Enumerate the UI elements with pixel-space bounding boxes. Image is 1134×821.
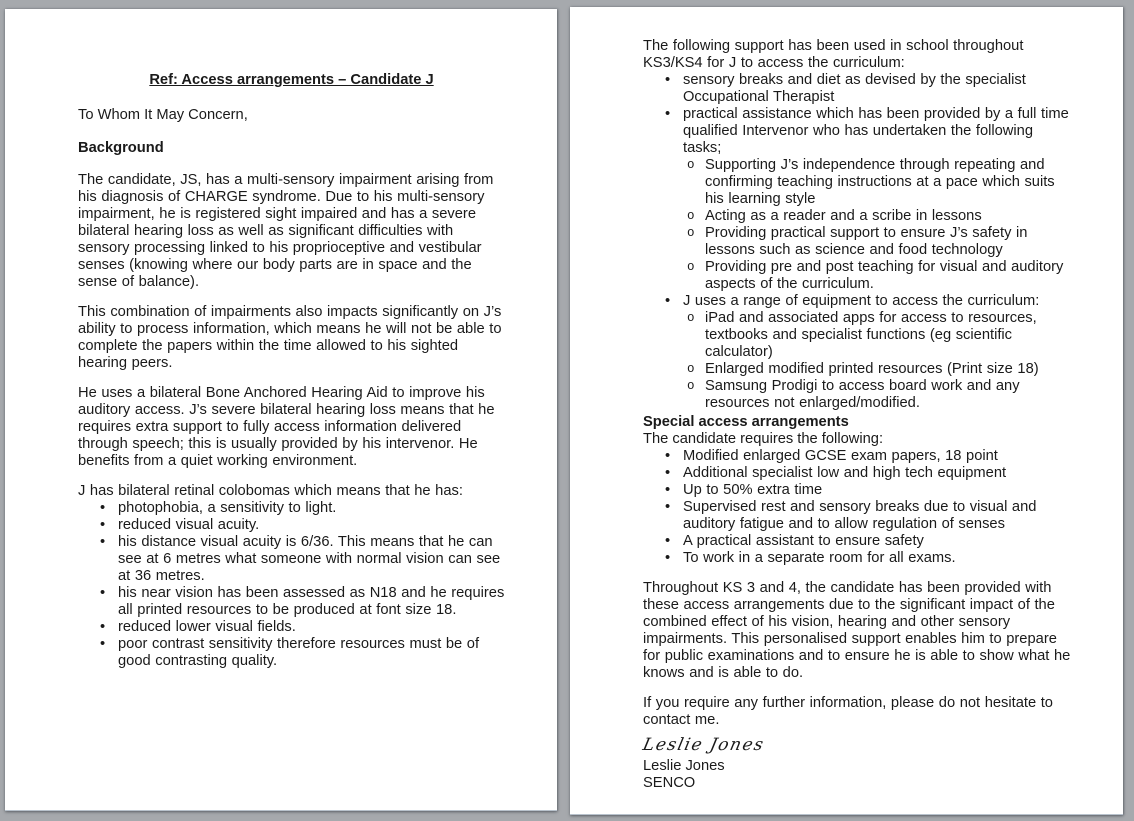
sub-list-item — [643, 157, 1075, 208]
signatory-role: SENCO — [643, 775, 696, 791]
bullet-marker: • — [665, 448, 671, 464]
paragraph-candidate-diagnosis: The candidate, JS, has a multi-sensory impairment arising from his diagnosis of CHARGE syndrome. Due to his multi-sensory impairment, he is registered sight impaired and has a severe bilateral hearing loss as well as significant difficulties with sensory processing linked to his proprioceptive and vestibular senses (knowing where our body parts are in space and the sense of balance). — [78, 172, 494, 290]
list-item-text: To work in a separate room for all exams. — [683, 550, 956, 566]
list-item-text: Additional specialist low and high tech equipment — [683, 465, 1007, 481]
bullet-marker: • — [665, 550, 671, 566]
bullet-marker: • — [665, 499, 671, 515]
sub-bullet-marker: o — [687, 379, 695, 393]
list-item — [78, 585, 505, 619]
sub-list-item-text: Supporting J’s independence through repeating and confirming teaching instructions at a pace which suits his learning style — [705, 157, 1055, 207]
sub-list-item — [643, 378, 1075, 412]
list-item-text: reduced visual acuity. — [118, 517, 260, 533]
support-intro: The following support has been used in school throughout KS3/KS4 for J to access the curriculum: — [643, 38, 1024, 71]
sub-bullet-marker: o — [687, 260, 695, 274]
list-item — [643, 448, 1075, 465]
sub-bullet-marker: o — [687, 362, 695, 376]
list-item — [643, 550, 1075, 567]
bullet-marker: • — [100, 534, 106, 550]
list-item — [643, 465, 1075, 482]
list-item-text: practical assistance which has been provided by a full time qualified Intervenor who has undertaken the following tasks; — [683, 106, 1069, 156]
list-item-text: A practical assistant to ensure safety — [683, 533, 924, 549]
requirements-intro: The candidate requires the following: — [643, 431, 884, 447]
sub-bullet-marker: o — [687, 311, 695, 325]
bullet-marker: • — [665, 293, 671, 309]
bullet-marker: • — [100, 619, 106, 635]
letter-page-1 — [5, 9, 557, 811]
sub-list-item-text: Acting as a reader and a scribe in lessons — [705, 208, 982, 224]
salutation: To Whom It May Concern, — [78, 107, 248, 123]
sub-list-item — [643, 225, 1075, 259]
support-list — [643, 72, 1075, 412]
sub-list-item — [643, 259, 1075, 293]
requirements-list — [643, 448, 1075, 567]
bullet-marker: • — [100, 636, 106, 652]
list-item-text: photophobia, a sensitivity to light. — [118, 500, 337, 516]
sub-list-item — [643, 361, 1075, 378]
paragraph-hearing-aid: He uses a bilateral Bone Anchored Hearing Aid to improve his auditory access. J’s severe bilateral hearing loss means that he requires extra support to fully access information delivered through speech; this is usually provided by his intervenor. He benefits from a quiet working environment. — [78, 385, 495, 469]
list-item-text: J uses a range of equipment to access the curriculum: — [683, 293, 1040, 309]
bullet-marker: • — [665, 482, 671, 498]
list-item-text: Supervised rest and sensory breaks due to visual and auditory fatigue and to allow regulation of senses — [683, 499, 1037, 532]
list-item — [78, 534, 505, 585]
background-heading: Background — [78, 140, 164, 156]
sub-list-item — [643, 310, 1075, 361]
bullet-marker: • — [665, 106, 671, 122]
list-item — [643, 293, 1075, 310]
sub-list-item-text: Enlarged modified printed resources (Print size 18) — [705, 361, 1039, 377]
list-item — [78, 517, 505, 534]
letter-title: Ref: Access arrangements – Candidate J — [149, 72, 434, 88]
list-item — [78, 500, 505, 517]
list-item — [643, 72, 1075, 106]
list-item-text: Up to 50% extra time — [683, 482, 823, 498]
sub-bullet-marker: o — [687, 209, 695, 223]
list-item — [643, 499, 1075, 533]
letter-page-2 — [570, 7, 1123, 815]
bullet-marker: • — [100, 500, 106, 516]
bullet-marker: • — [665, 72, 671, 88]
bullet-marker: • — [665, 533, 671, 549]
closing-paragraph: Throughout KS 3 and 4, the candidate has been provided with these access arrangements due to the significant impact of the combined effect of his vision, hearing and other sensory impairments. This personalised support enables him to prepare for public examinations and to ensure he is able to show what he knows and is able to do. — [643, 580, 1071, 681]
list-item — [643, 106, 1075, 157]
sub-list-item-text: Providing practical support to ensure J’s safety in lessons such as science and food technology — [705, 225, 1028, 258]
colobomas-list — [78, 500, 505, 670]
sub-bullet-marker: o — [687, 158, 695, 172]
list-item — [643, 533, 1075, 550]
sub-list-item — [643, 208, 1075, 225]
list-item — [78, 636, 505, 670]
list-item-text: sensory breaks and diet as devised by the specialist Occupational Therapist — [683, 72, 1026, 105]
colobomas-list-intro: J has bilateral retinal colobomas which means that he has: — [78, 483, 463, 499]
sub-bullet-marker: o — [687, 226, 695, 240]
list-item — [78, 619, 505, 636]
paragraph-impairment-impact: This combination of impairments also impacts significantly on J’s ability to process information, which means he will not be able to complete the papers within the time allowed to his sighted hearing peers. — [78, 304, 502, 371]
list-item — [643, 482, 1075, 499]
sub-list-item-text: iPad and associated apps for access to resources, textbooks and specialist functions (eg scientific calculator) — [705, 310, 1037, 360]
signatory-name: Leslie Jones — [643, 758, 725, 774]
sub-list-item-text: Providing pre and post teaching for visual and auditory aspects of the curriculum. — [705, 259, 1064, 292]
handwritten-signature: Leslie Jones — [640, 735, 767, 755]
closing-paragraph: If you require any further information, please do not hesitate to contact me. — [643, 695, 1053, 728]
bullet-marker: • — [665, 465, 671, 481]
list-item-text: his near vision has been assessed as N18 and he requires all printed resources to be produced at font size 18. — [118, 585, 505, 618]
bullet-marker: • — [100, 585, 106, 601]
special-access-heading: Special access arrangements — [643, 414, 849, 430]
list-item-text: poor contrast sensitivity therefore resources must be of good contrasting quality. — [118, 636, 480, 669]
sub-list-item-text: Samsung Prodigi to access board work and any resources not enlarged/modified. — [705, 378, 1020, 411]
list-item-text: Modified enlarged GCSE exam papers, 18 point — [683, 448, 998, 464]
list-item-text: his distance visual acuity is 6/36. This means that he can see at 6 metres what someone with normal vision can see at 36 metres. — [118, 534, 501, 584]
list-item-text: reduced lower visual fields. — [118, 619, 296, 635]
bullet-marker: • — [100, 517, 106, 533]
